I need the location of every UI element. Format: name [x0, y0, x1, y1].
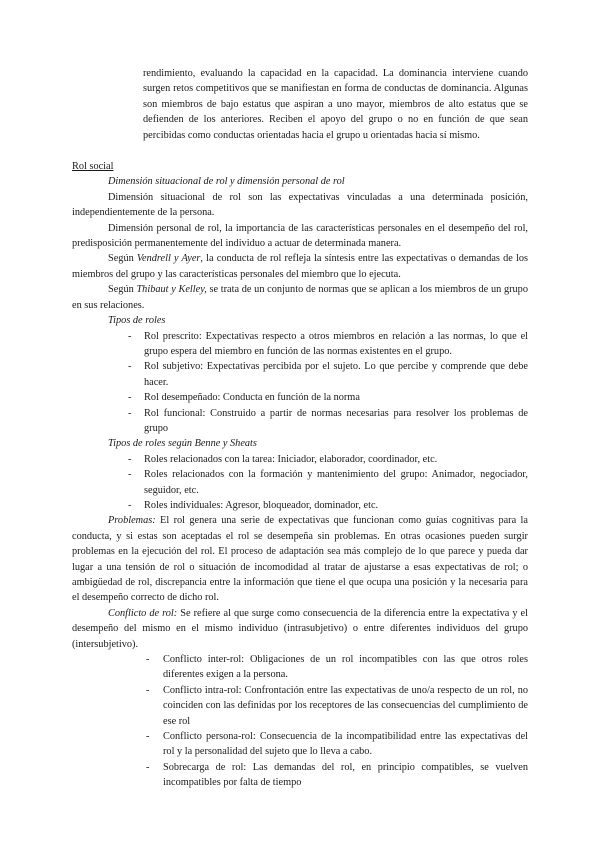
dash-bullet: -	[146, 731, 150, 743]
problemas-label: Problemas:	[108, 515, 156, 527]
tipos-roles-title: Tipos de roles	[108, 315, 166, 327]
list-item	[72, 729, 528, 760]
dash-bullet: -	[128, 453, 132, 465]
dash-bullet: -	[128, 469, 132, 481]
list-item	[72, 467, 528, 498]
list-item-text: Rol desempeñado: Conducta en función de la norma	[144, 392, 360, 404]
dash-bullet: -	[128, 392, 132, 404]
thibaut-prefix: Según	[108, 284, 137, 296]
document-page	[72, 66, 528, 791]
tipos-benne-list	[72, 452, 528, 514]
section-title: Rol social	[72, 161, 114, 173]
list-item-text: Rol prescrito: Expectativas respecto a otros miembros en relación a las normas, lo que el grupo espera del miembro en función de las normas existentes en el grupo.	[144, 330, 528, 357]
paragraph-vendrell	[72, 251, 528, 282]
subsection-dimension-title: Dimensión situacional de rol y dimensión personal de rol	[108, 176, 345, 188]
list-item-text: Sobrecarga de rol: Las demandas del rol, en principio compatibles, se vuelven incompatibles por falta de tiempo	[163, 761, 528, 789]
thibaut-text: se trata de un conjunto de normas que se aplican a los miembros de un grupo en sus relaciones.	[72, 284, 528, 311]
dash-bullet: -	[128, 407, 132, 419]
vendrell-authors: Vendrell y Ayer	[136, 253, 201, 265]
list-item-text: Roles relacionados con la tarea: Iniciador, elaborador, coordinador, etc.	[144, 453, 438, 465]
list-item	[72, 359, 528, 390]
paragraph-thibaut	[72, 282, 528, 313]
list-item-text: Conflicto inter-rol: Obligaciones de un rol incompatibles con las que otros roles diferentes exigen a la persona.	[163, 654, 528, 681]
list-item	[72, 760, 528, 791]
list-item	[72, 452, 528, 467]
dash-bullet: -	[128, 330, 132, 342]
paragraph-personal: Dimensión personal de rol, la importancia de las características personales en el desempeño del rol, predisposición permanentemente del individuo a actuar de determinada manera.	[72, 222, 528, 250]
list-item	[72, 652, 528, 683]
paragraph-situacional: Dimensión situacional de rol son las expectativas vinculadas a una determinada posición, independientemente de la persona.	[72, 191, 528, 219]
paragraph-problemas	[72, 513, 528, 605]
list-item	[72, 683, 528, 729]
problemas-text: El rol genera una serie de expectativas que funcionan como guías cognitivas para la conducta, y si estas son aceptadas el rol se desempeña sin problemas. En otras ocasiones pueden surgir problemas en la ejecución del rol. El proceso de adaptación sea más complejo de lo que parece y pueda dar lugar a una tensión de rol o situación de incomodidad al tratar de ajustarse a esas expectativas de rol; o ambigüedad de rol, discrepancia entre la información que tiene el que ocupa una posición y la necesaria para el desempeño correcto de dicho rol.	[72, 515, 528, 604]
dash-bullet: -	[128, 361, 132, 373]
conflicto-text: Se refiere al que surge como consecuencia de la diferencia entre la expectativa y el desempeño del mismo en el mismo individuo (intrasubjetivo) o entre diferentes individuos del grupo (intersubjetivo).	[72, 607, 528, 650]
tipos-roles-list	[72, 329, 528, 437]
dash-bullet: -	[146, 654, 150, 666]
intro-paragraph: rendimiento, evaluando la capacidad en la capacidad. La dominancia interviene cuando surgen retos competitivos que se manifiestan en forma de conductas de dominancia. Algunas son miembros de bajo estatus que aspiran a uno mayor, miembros de alto estatus que se defienden de los anteriores. Reciben el apoyo del grupo o no en función de que sean percibidas como conductas orientadas hacia el grupo u orientadas hacia sí mismo.	[143, 68, 528, 141]
list-item	[72, 498, 528, 513]
list-item-text: Roles individuales: Agresor, bloqueador, dominador, etc.	[144, 499, 379, 511]
tipos-benne-title: Tipos de roles según Benne y Sheats	[108, 438, 257, 450]
list-item-text: Conflicto persona-rol: Consecuencia de la incompatibilidad entre las expectativas del rol y la personalidad del sujeto que lo lleva a cabo.	[163, 731, 528, 758]
list-item	[72, 329, 528, 360]
dash-bullet: -	[128, 499, 132, 511]
paragraph-conflicto	[72, 606, 528, 652]
list-item-text: Roles relacionados con la formación y mantenimiento del grupo: Animador, negociador, seguidor, etc.	[144, 469, 528, 496]
conflicto-list	[72, 652, 528, 791]
list-item	[72, 406, 528, 437]
list-item-text: Rol funcional: Construido a partir de normas necesarias para resolver los problemas de grupo	[144, 407, 528, 434]
dash-bullet: -	[146, 684, 150, 696]
dash-bullet: -	[146, 761, 150, 773]
thibaut-authors: Thibaut y Kelley,	[136, 284, 207, 296]
list-item-text: Rol subjetivo: Expectativas percibida por el sujeto. Lo que percibe y comprende que debe hacer.	[144, 361, 528, 388]
list-item	[72, 390, 528, 405]
conflicto-label: Conflicto de rol:	[108, 607, 178, 619]
vendrell-prefix: Según	[108, 253, 137, 265]
list-item-text: Conflicto intra-rol: Confrontación entre las expectativas de uno/a respecto de un rol, no coinciden con las definidas por los receptores de las consecuencias del cumplimiento de ese rol	[163, 684, 528, 727]
vendrell-text: , la conducta de rol refleja la síntesis entre las expectativas o demandas de los miembros del grupo y las características personales del miembro que lo ejecuta.	[72, 253, 528, 280]
